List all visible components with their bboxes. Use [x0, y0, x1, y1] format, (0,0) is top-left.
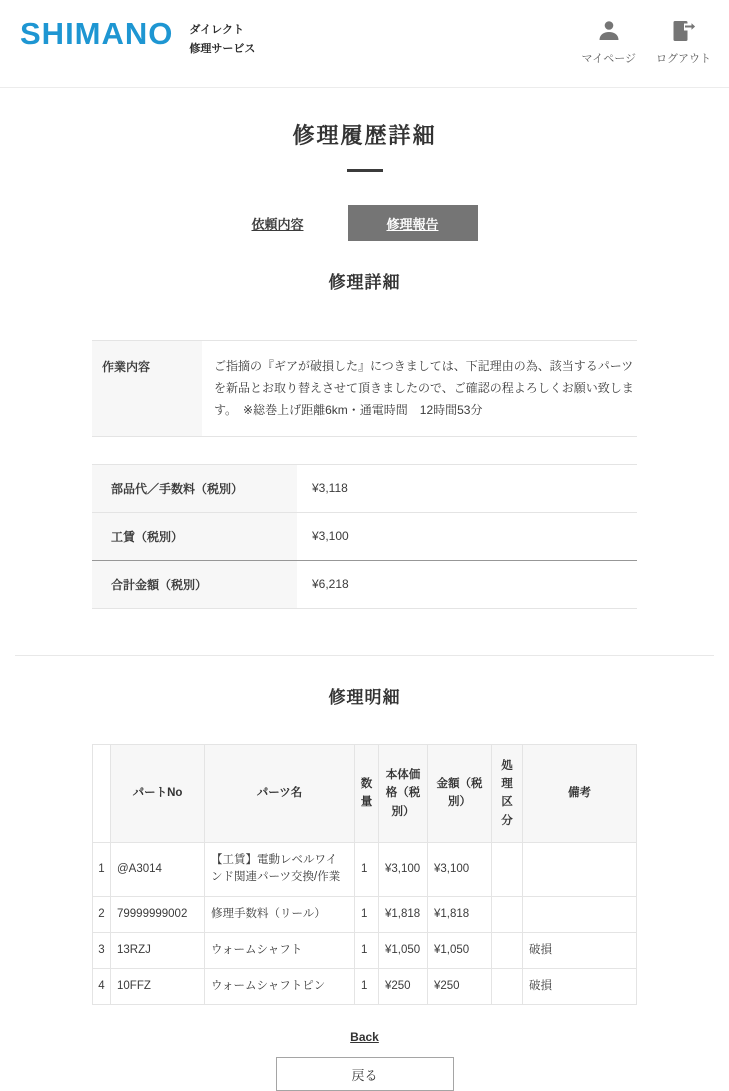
content-area: [92, 340, 637, 609]
cell-process-type: [492, 843, 523, 897]
fee-summary-table: [92, 464, 637, 609]
shimano-logo[interactable]: SHIMANO: [20, 16, 174, 51]
fee-label-total: 合計金額（税別）: [92, 560, 297, 608]
mypage-button[interactable]: [581, 19, 636, 66]
cell-part-no: 10FFZ: [111, 969, 205, 1005]
table-row: [93, 932, 637, 968]
tab-repair-report[interactable]: [348, 205, 478, 241]
user-icon: [597, 19, 621, 43]
title-underline-bar: [347, 169, 383, 172]
cell-remarks: 破損: [523, 969, 637, 1005]
column-header-qty: 数量: [355, 744, 379, 843]
cell-unit-price: ¥1,818: [379, 896, 428, 932]
fee-value-labor: ¥3,100: [297, 512, 637, 560]
cell-process-type: [492, 932, 523, 968]
service-name-line2: 修理サービス: [189, 43, 256, 56]
cell-process-type: [492, 969, 523, 1005]
table-row: [93, 843, 637, 897]
items-content-area: [92, 744, 637, 1091]
cell-part-no: 13RZJ: [111, 932, 205, 968]
items-header-row: [93, 744, 637, 843]
mypage-label: マイページ: [581, 53, 636, 65]
column-header-part-no: パートNo: [111, 744, 205, 843]
cell-index: 1: [93, 843, 111, 897]
fee-row-parts: [92, 464, 637, 512]
cell-unit-price: ¥250: [379, 969, 428, 1005]
repair-items-table: [92, 744, 637, 1006]
column-header-unit-price: 本体価格（税別）: [379, 744, 428, 843]
cell-process-type: [492, 896, 523, 932]
column-header-amount: 金額（税別）: [428, 744, 492, 843]
section-divider: [15, 655, 714, 656]
cell-amount: ¥1,818: [428, 896, 492, 932]
column-header-remarks: 備考: [523, 744, 637, 843]
fee-label-labor: 工賃（税別）: [92, 512, 297, 560]
work-content-table: [92, 340, 637, 437]
column-header-process-type: 処理区分: [492, 744, 523, 843]
service-name-line1: ダイレクト: [189, 24, 244, 36]
cell-part-name: ウォームシャフトピン: [205, 969, 355, 1005]
tab-repair-report-label: 修理報告: [386, 216, 439, 232]
work-content-text: ご指摘の『ギアが破損した』につきましては、下記理由の為、該当するパーツを新品とお取り替えさせて頂きましたので、ご確認の程よろしくお願い致します。 ※総巻上げ距離6km・通電時間 12時間53分: [214, 359, 634, 418]
cell-index: 4: [93, 969, 111, 1005]
cell-part-no: @A3014: [111, 843, 205, 897]
back-link-wrap: [92, 1028, 637, 1046]
back-link[interactable]: Back: [350, 1030, 379, 1045]
cell-part-name: 【工賃】電動レベルワインド関連パーツ交換/作業: [205, 843, 355, 897]
logout-label: ログアウト: [656, 53, 711, 65]
cell-part-name: ウォームシャフト: [205, 932, 355, 968]
fee-value-total: ¥6,218: [297, 560, 637, 608]
fee-value-parts: ¥3,118: [297, 464, 637, 512]
work-content-label: 作業内容: [92, 341, 202, 436]
fee-row-total: [92, 560, 637, 608]
cell-qty: 1: [355, 969, 379, 1005]
cell-qty: 1: [355, 932, 379, 968]
repair-detail-heading: 修理詳細: [328, 273, 401, 292]
cell-remarks: [523, 896, 637, 932]
fee-row-labor: [92, 512, 637, 560]
cell-remarks: [523, 843, 637, 897]
tab-request-content[interactable]: 依頼内容: [251, 216, 304, 232]
site-header: [0, 0, 729, 88]
cell-index: 3: [93, 932, 111, 968]
cell-unit-price: ¥1,050: [379, 932, 428, 968]
repair-items-heading: 修理明細: [328, 687, 401, 707]
column-header-index: [93, 744, 111, 843]
cell-amount: ¥250: [428, 969, 492, 1005]
cell-part-name: 修理手数料（リール）: [205, 896, 355, 932]
back-button[interactable]: 戻る: [276, 1057, 454, 1091]
cell-qty: 1: [355, 843, 379, 897]
cell-amount: ¥1,050: [428, 932, 492, 968]
column-header-part-name: パーツ名: [205, 744, 355, 843]
cell-part-no: 79999999002: [111, 896, 205, 932]
detail-tabs: [0, 205, 729, 241]
page-title: 修理履歴詳細: [292, 123, 437, 148]
table-row: [93, 969, 637, 1005]
cell-qty: 1: [355, 896, 379, 932]
table-row: [93, 896, 637, 932]
cell-remarks: 破損: [523, 932, 637, 968]
cell-index: 2: [93, 896, 111, 932]
cell-unit-price: ¥3,100: [379, 843, 428, 897]
fee-label-parts: 部品代／手数料（税別）: [92, 464, 297, 512]
service-name: [189, 21, 255, 60]
cell-amount: ¥3,100: [428, 843, 492, 897]
header-actions: [581, 17, 711, 66]
logout-icon: [671, 19, 697, 43]
logout-button[interactable]: [656, 19, 711, 66]
